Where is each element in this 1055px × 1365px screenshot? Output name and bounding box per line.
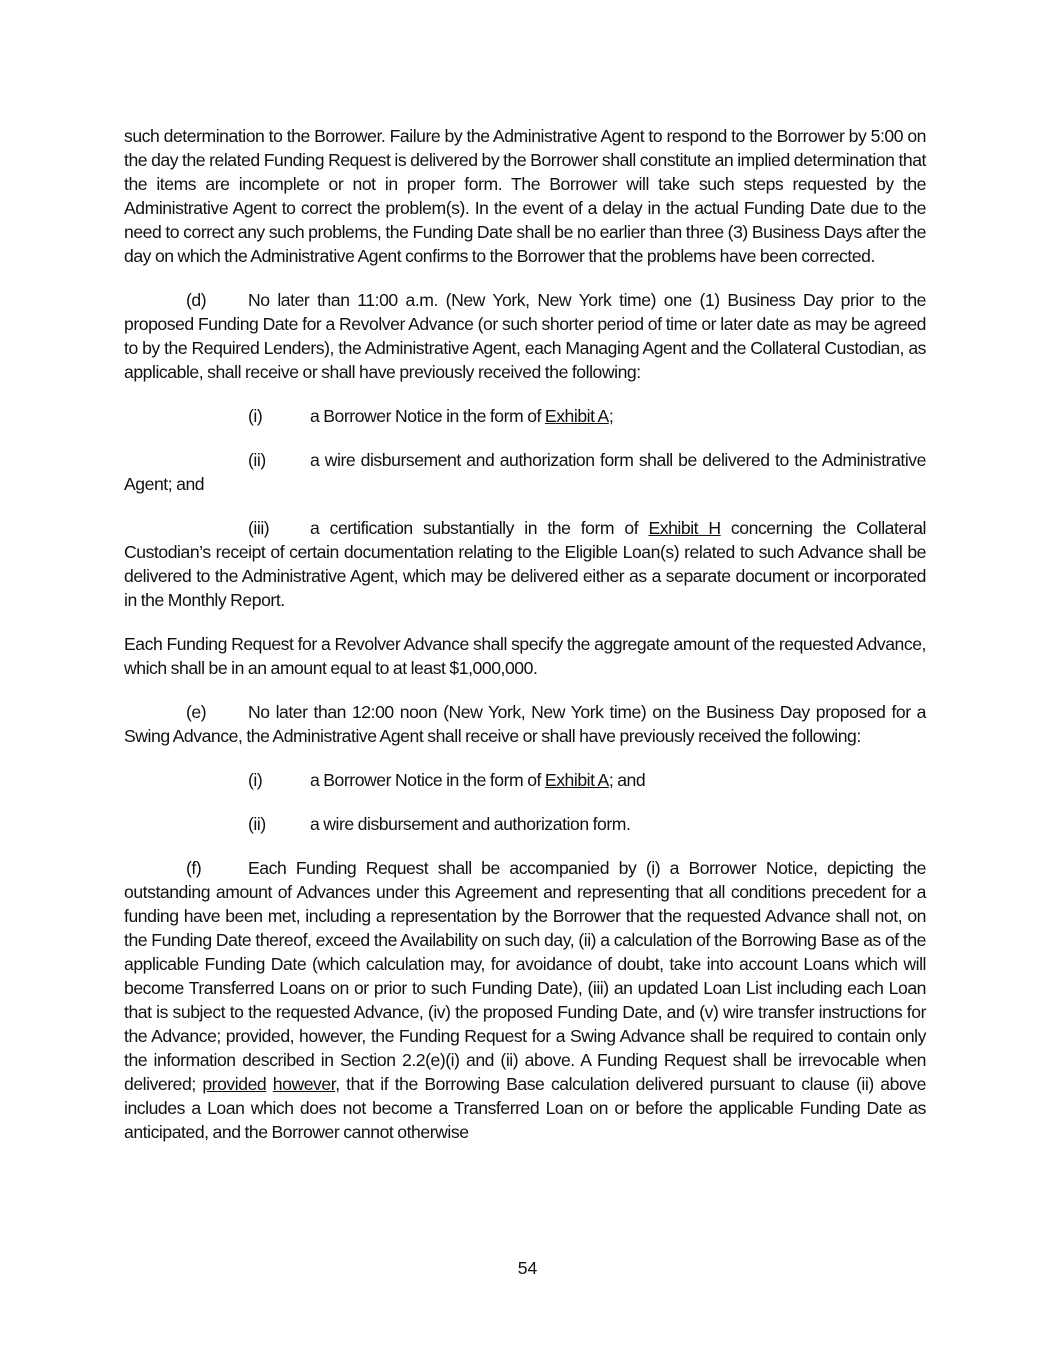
section-e-item-i: (i) a Borrower Notice in the form of Exhibit A; and	[248, 770, 646, 790]
section-d-item-i: (i) a Borrower Notice in the form of Exhibit A;	[248, 406, 614, 426]
section-f-paragraph: (f) Each Funding Request shall be accompanied by (i) a Borrower Notice, depicting the outstanding amount of Advances under this Agreement and representing that all conditions precedent for a funding have been met, including a representation by the Borrower that the requested Advance shall not, on the Funding Date thereof, exceed the Availability on such day, (ii) a calculation of the Borrowing Base as of the applicable Funding Date (which calculation may, for avoidance of doubt, take into account Loans which will become Transferred Loans on or prior to such Funding Date), (iii) an updated Loan List including each Loan that is subject to the requested Advance, (iv) the proposed Funding Date, and (v) wire transfer instructions for the Advance; provided, however, the Funding Request for a Swing Advance shall be required to contain only the information described in Section 2.2(e)(i) and (ii) above. A Funding Request shall be irrevocable when delivered; provided however, that if the Borrowing Base calculation delivered pursuant to clause (ii) above includes a Loan which does not become a Transferred Loan on or before the applicable Funding Date as anticipated, and the Borrower cannot otherwise	[124, 858, 926, 1142]
exhibit-a-link[interactable]: Exhibit A	[544, 406, 609, 426]
section-d-closing: Each Funding Request for a Revolver Advance shall specify the aggregate amount of the requested Advance, which shall be in an amount equal to at least $1,000,000.	[124, 634, 926, 678]
section-d-text: No later than 11:00 a.m. (New York, New York time) one (1) Business Day prior to the proposed Funding Date for a Revolver Advance (or such shorter period of time or later date as may be agreed to by the Required Lenders), the Administrative Agent, each Managing Agent and the Collateral Custodian, as applicable, shall receive or shall have previously received the following:	[124, 290, 926, 382]
section-d-paragraph	[124, 288, 926, 384]
section-d-item-iii: (iii) a certification substantially in the form of Exhibit H concerning the Collateral Custodian’s receipt of certain documentation relating to the Eligible Loan(s) related to such Advance shall be delivered to the Administrative Agent, which may be delivered either as a separate document or incorporated in the Monthly Report.	[124, 518, 926, 610]
however-underlined: however	[272, 1074, 336, 1094]
section-e-item-ii: (ii) a wire disbursement and authorization form.	[248, 814, 631, 834]
section-d-label: (d)	[186, 290, 207, 310]
provided-underlined: provided	[202, 1074, 267, 1094]
section-e-text: No later than 12:00 noon (New York, New York time) on the Business Day proposed for a Swing Advance, the Administrative Agent shall receive or shall have previously received the following:	[124, 702, 926, 746]
exhibit-h-link[interactable]: Exhibit H	[648, 518, 721, 538]
section-e-label: (e)	[186, 702, 207, 722]
document-page	[124, 124, 926, 1144]
section-d-item-ii: (ii) a wire disbursement and authorization form shall be delivered to the Administrative Agent; and	[124, 450, 926, 494]
page-number: 54	[517, 1258, 538, 1278]
section-e-paragraph	[124, 700, 926, 748]
exhibit-a-link[interactable]: Exhibit A	[544, 770, 609, 790]
section-f-label: (f)	[186, 858, 202, 878]
opening-paragraph: such determination to the Borrower. Failure by the Administrative Agent to respond to the Borrower by 5:00 on the day the related Funding Request is delivered by the Borrower shall constitute an implied determination that the items are incomplete or not in proper form. The Borrower will take such steps requested by the Administrative Agent to correct the problem(s). In the event of a delay in the actual Funding Date due to the need to correct any such problems, the Funding Date shall be no earlier than three (3) Business Days after the day on which the Administrative Agent confirms to the Borrower that the problems have been corrected.	[124, 126, 926, 266]
